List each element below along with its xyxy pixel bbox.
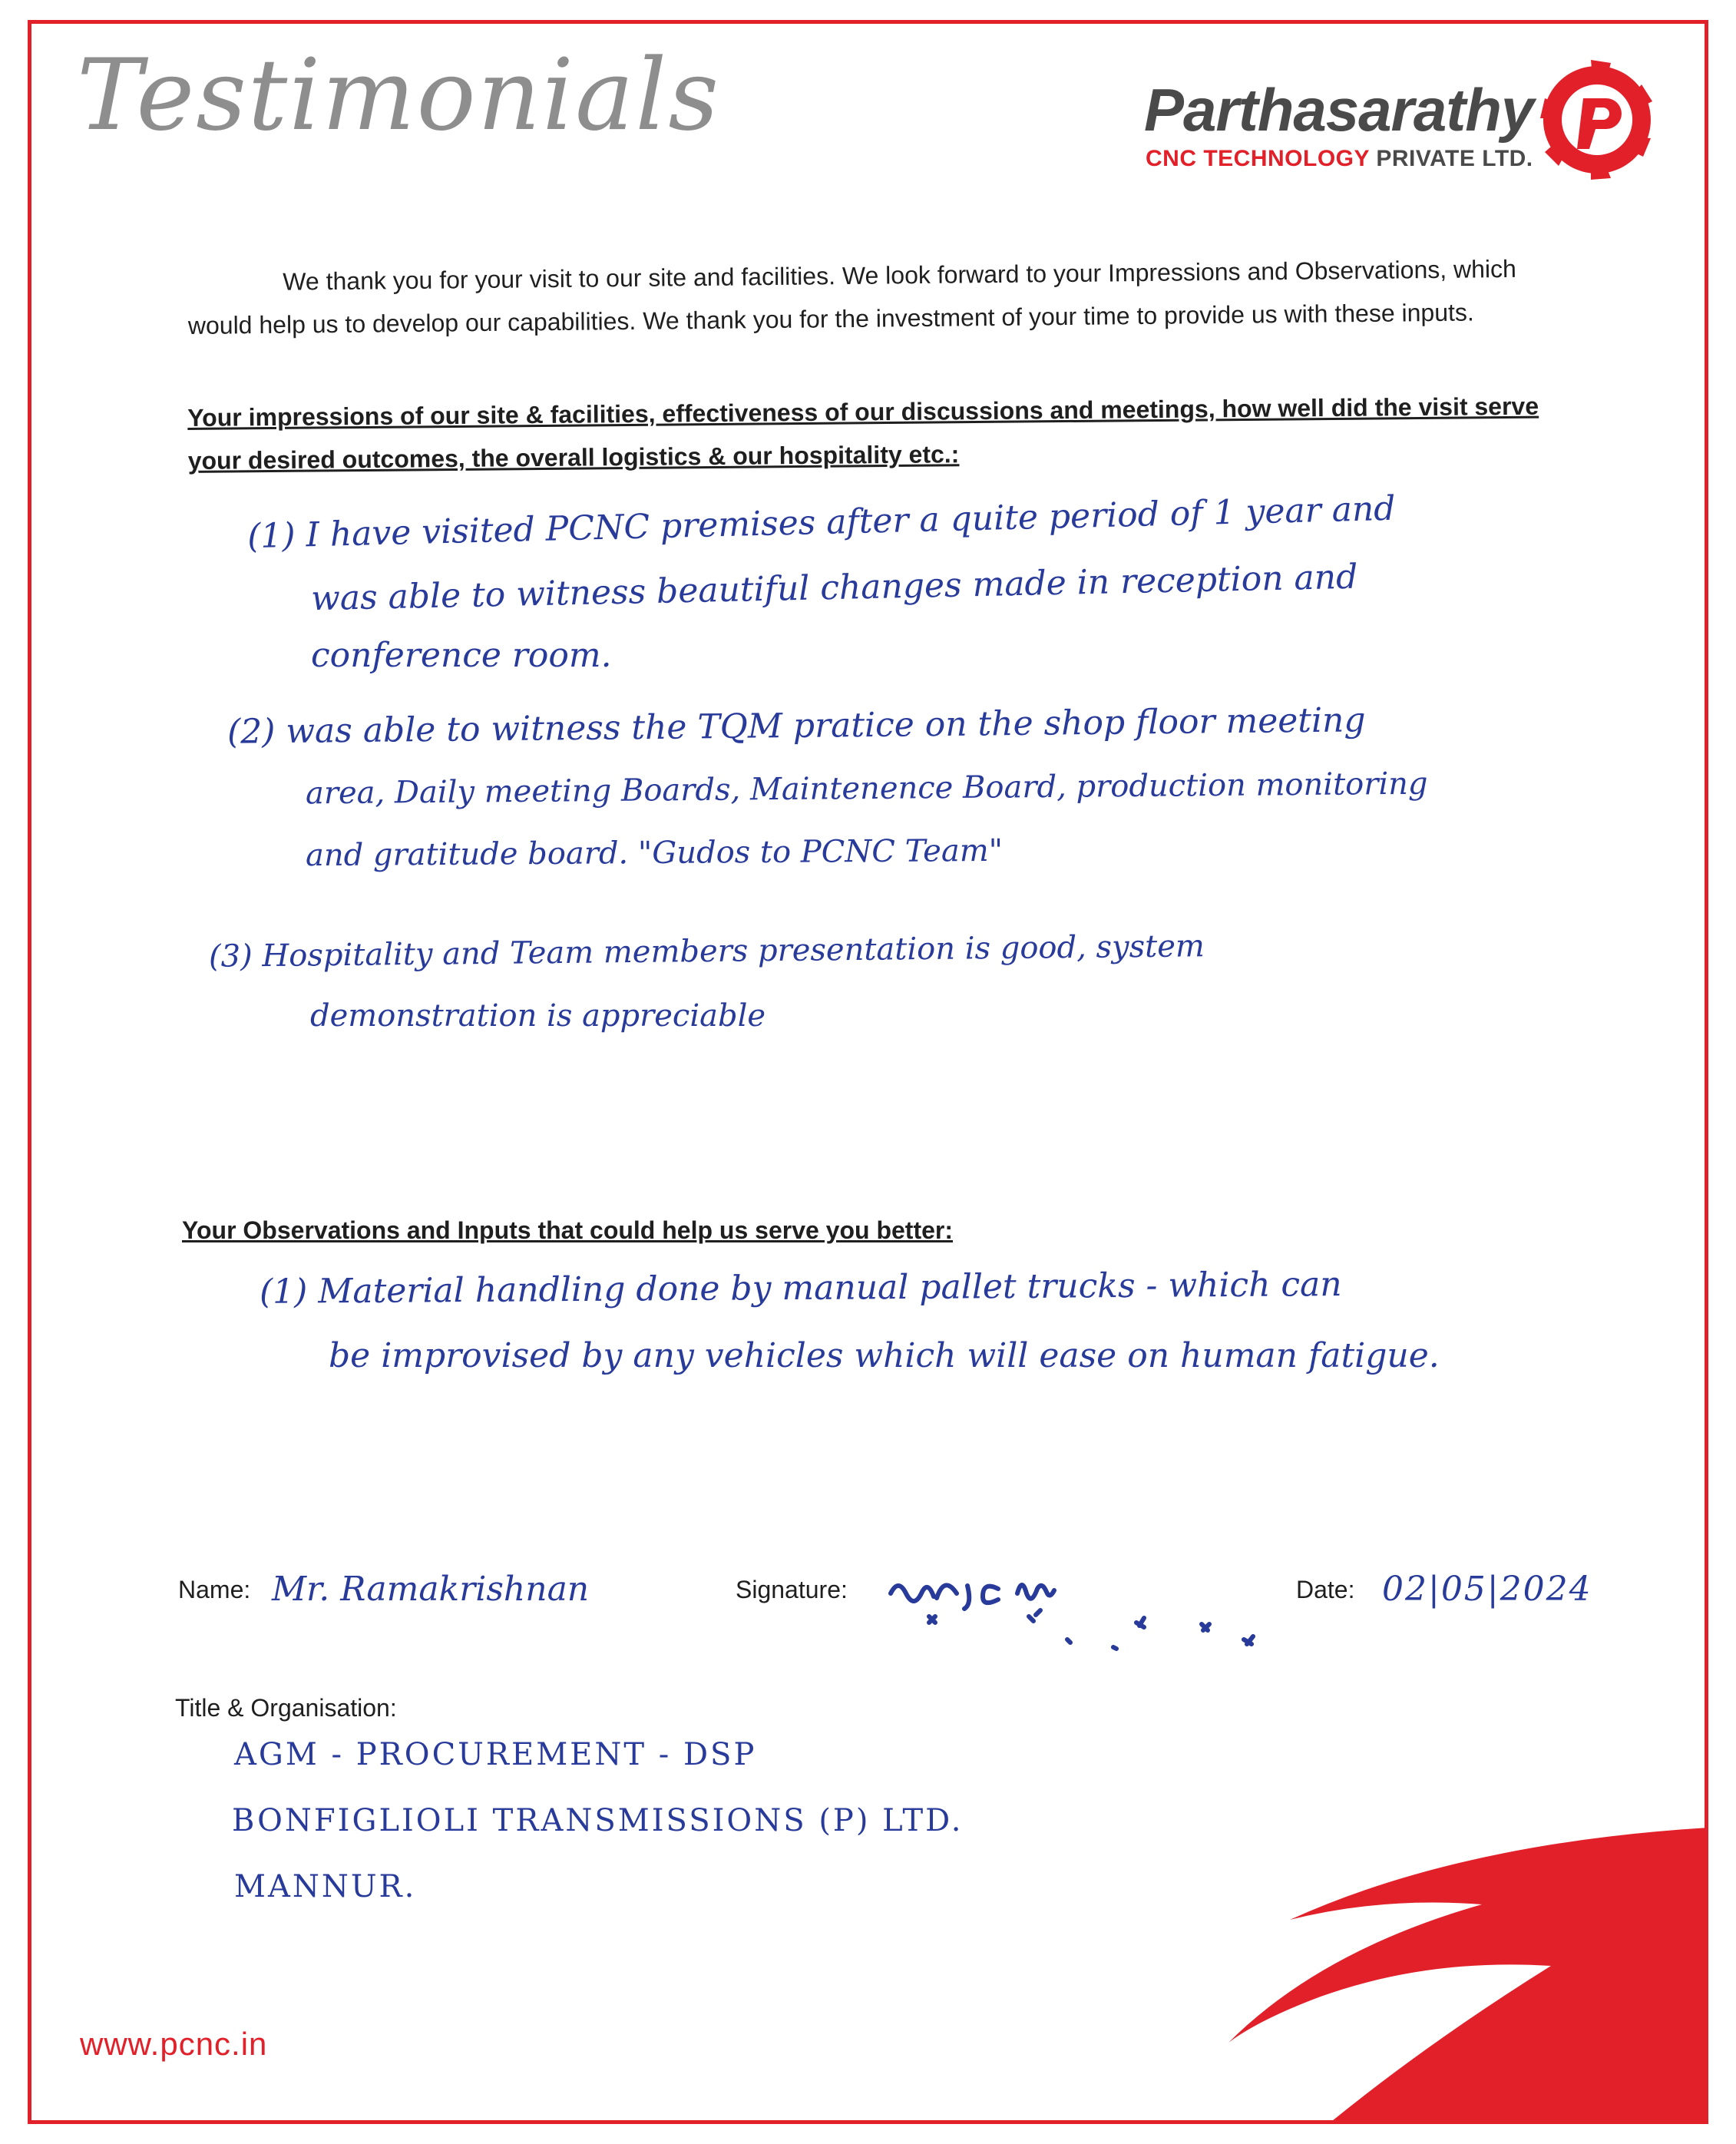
brand-subtitle: [1146, 146, 1533, 172]
decorative-swoosh: [1228, 1812, 1708, 2124]
brand-subtitle-red: CNC TECHNOLOGY: [1146, 146, 1370, 171]
observations-heading: Your Observations and Inputs that could help us serve you better:: [182, 1216, 954, 1244]
organisation-line: MANNUR.: [234, 1869, 417, 1904]
impression-line: was able to witness beautiful changes made in reception and: [310, 557, 1358, 619]
impression-line: (1) I have visited PCNC premises after a quite period of 1 year and: [246, 488, 1396, 557]
impressions-heading: Your impressions of our site & facilities, effectiveness of our discussions and meetings, how well did the visit serve your desired outcomes, the overall logistics & our hospitality etc.:: [187, 392, 1539, 475]
company-logo: [1144, 54, 1666, 184]
intro-paragraph: We thank you for your visit to our site and facilities. We look forward to your Impressions and Observations, which would help us to develop our capabilities. We thank you for the investment of your time to provide us with these inputs.: [187, 254, 1517, 339]
impression-line: area, Daily meeting Boards, Maintenence Board, production monitoring: [305, 766, 1428, 812]
impression-line: conference room.: [311, 636, 612, 675]
date-value: 02|05|2024: [1382, 1570, 1592, 1609]
impression-line: (2) was able to witness the TQM pratice on the shop floor meeting: [227, 700, 1366, 752]
observation-line: be improvised by any vehicles which will ease on human fatigue.: [329, 1336, 1440, 1375]
signature-label: Signature:: [736, 1576, 848, 1603]
title-organisation-label: Title & Organisation:: [175, 1694, 397, 1722]
page-title: Testimonials: [77, 38, 720, 153]
impression-line: (3) Hospitality and Team members presentation is good, system: [208, 928, 1205, 974]
observation-line: (1) Material handling done by manual pallet trucks - which can: [259, 1265, 1342, 1312]
name-label: Name:: [178, 1576, 251, 1603]
name-value: Mr. Ramakrishnan: [272, 1570, 590, 1609]
website-link[interactable]: www.pcnc.in: [80, 2026, 268, 2062]
organisation-line: AGM - PROCUREMENT - DSP: [234, 1737, 757, 1772]
signature-image: [883, 1563, 1313, 1670]
brand-subtitle-rest: PRIVATE LTD.: [1376, 146, 1533, 171]
organisation-line: BONFIGLIOLI TRANSMISSIONS (P) LTD.: [232, 1803, 964, 1838]
date-label: Date:: [1296, 1576, 1355, 1603]
gear-p-logo-icon: [1536, 58, 1658, 181]
impression-line: and gratitude board. "Gudos to PCNC Team": [305, 832, 1004, 874]
brand-name: Parthasarathy: [1144, 76, 1534, 144]
impression-line: demonstration is appreciable: [310, 998, 766, 1034]
